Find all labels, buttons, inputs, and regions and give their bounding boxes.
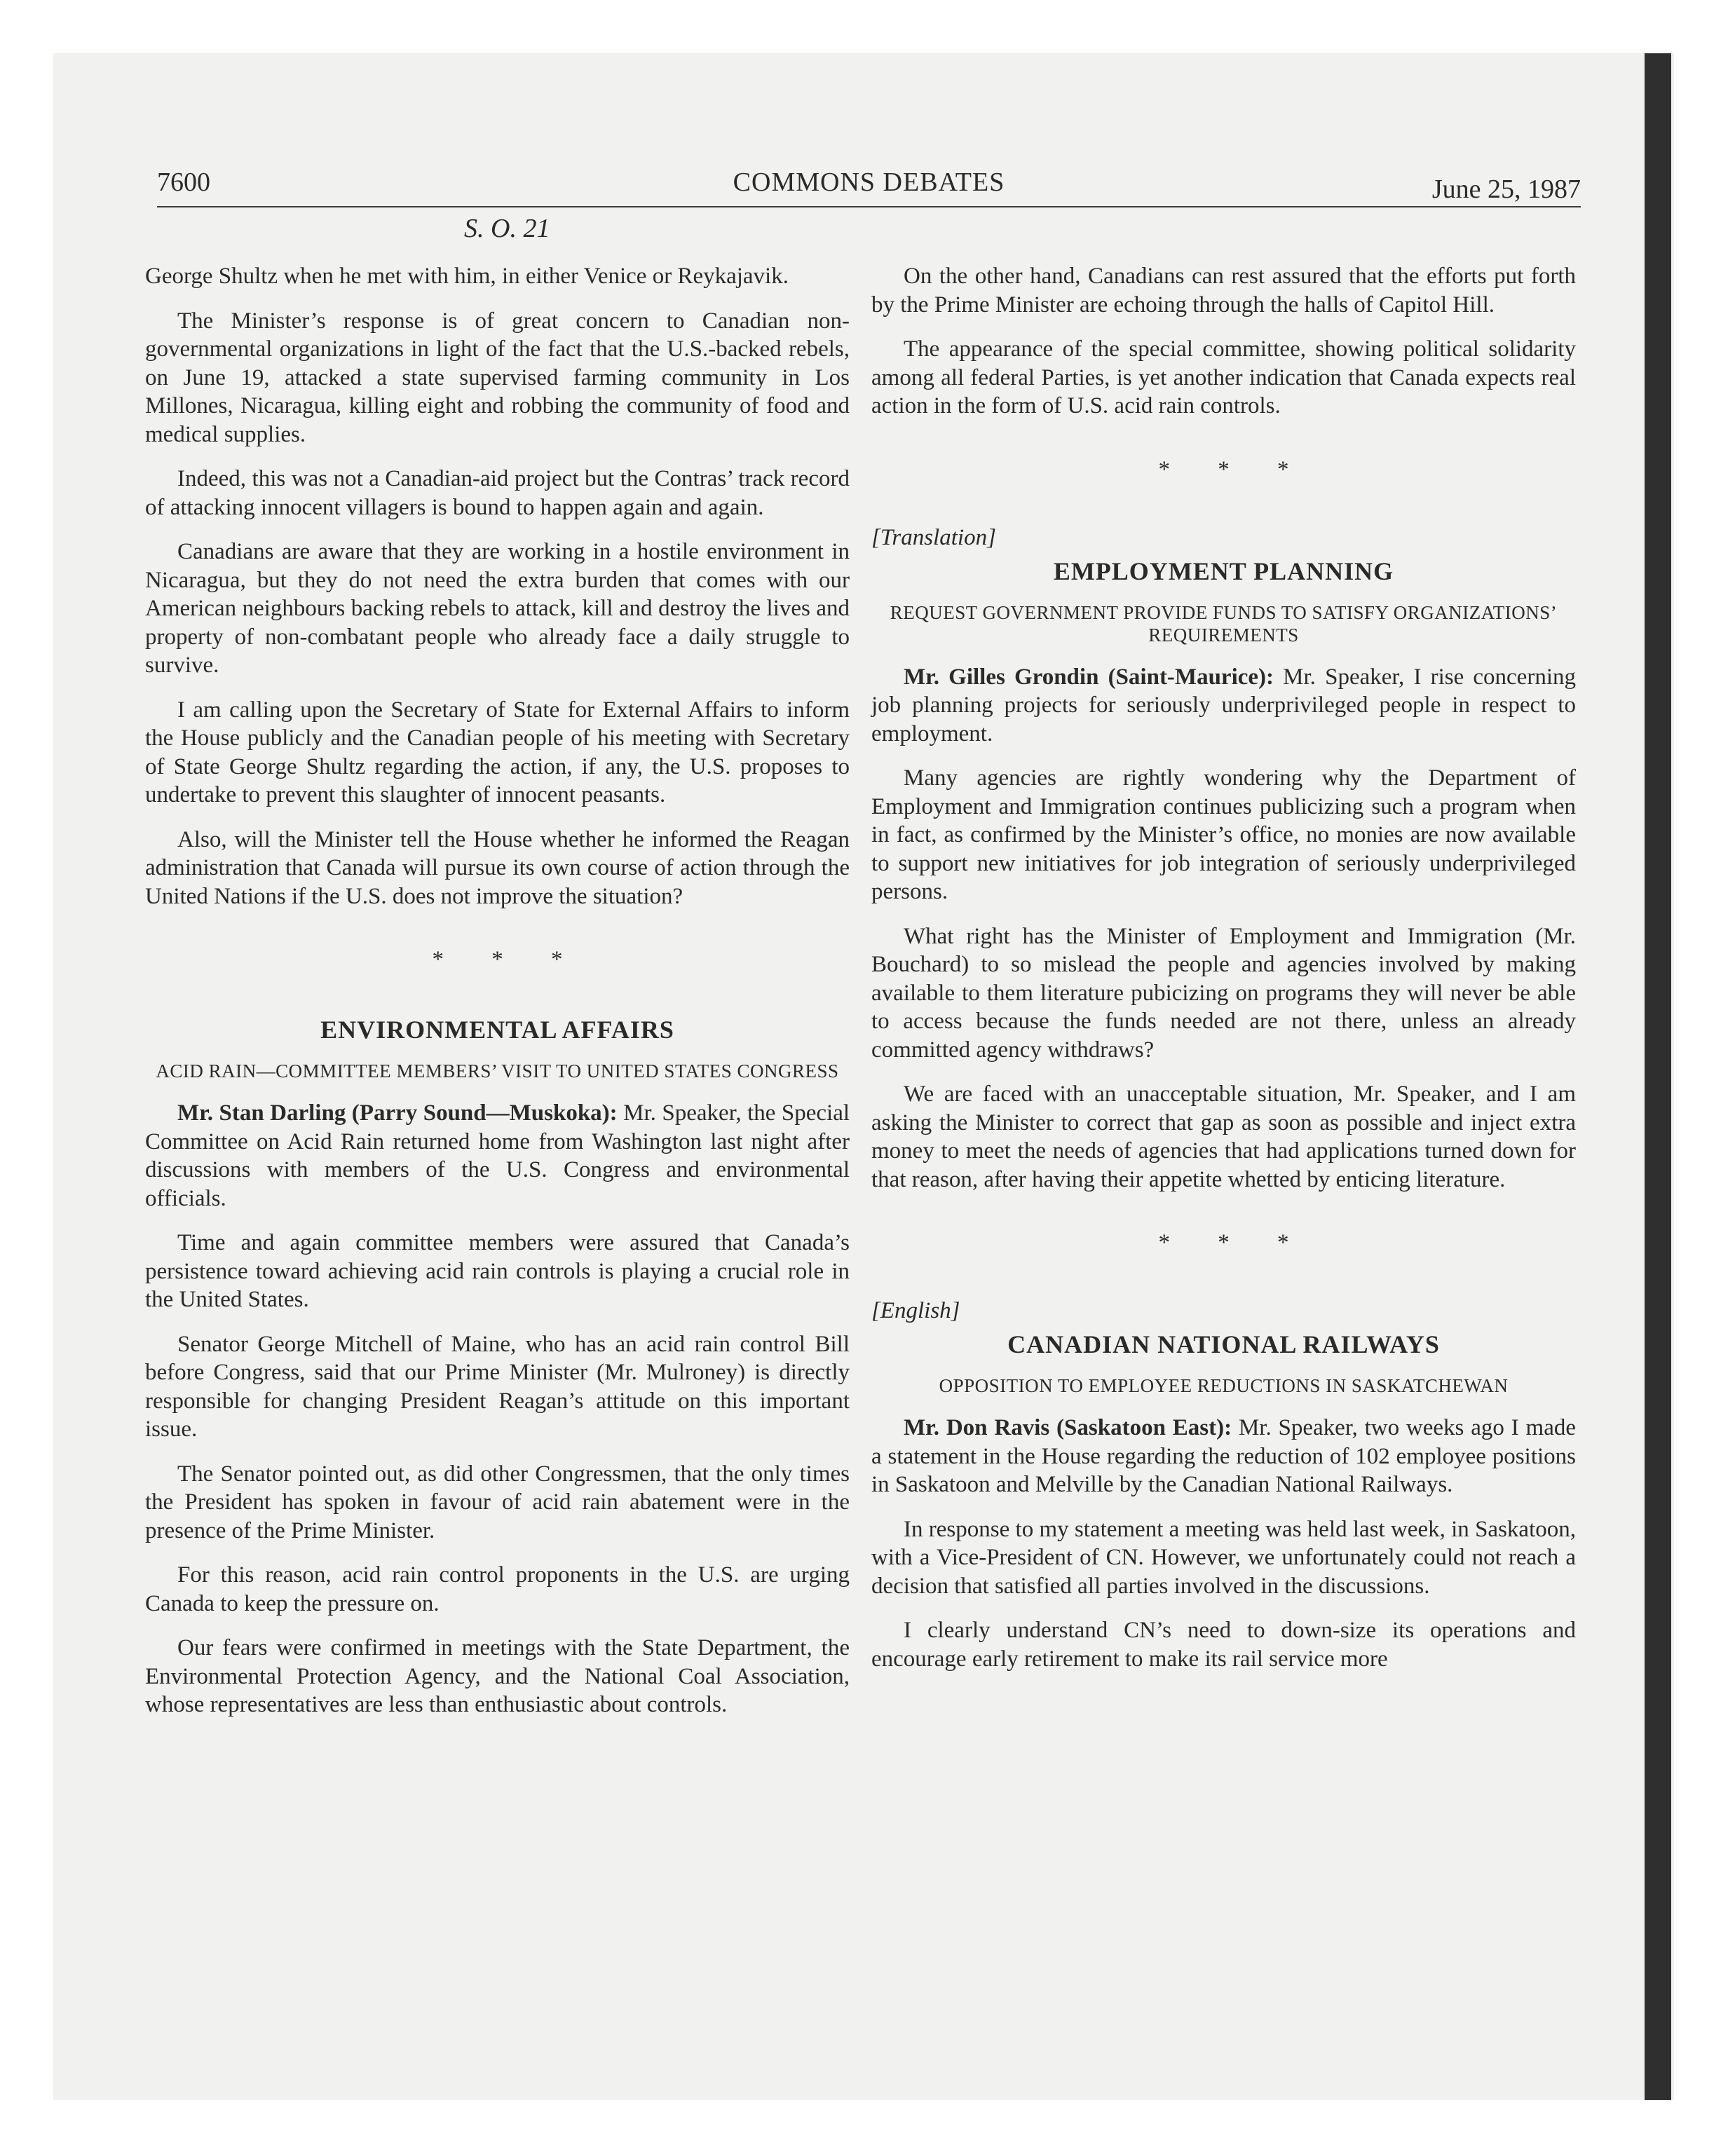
section-heading: EMPLOYMENT PLANNING [1053, 557, 1394, 585]
speech-paragraph [871, 663, 1576, 749]
section-separator: * * * [1158, 1230, 1310, 1255]
paragraph: In response to my statement a meeting was held last week, in Saskatoon, with a Vice-President of CN. However, we unfortunately could not reach a decision that satisfied all parties involved in the discussions. [871, 1516, 1576, 1599]
speaker-name: Mr. Don Ravis (Saskatoon East): [904, 1415, 1232, 1440]
paragraph: The Minister’s response is of great concern to Canadian non-governmental organizations in light of the fact that the U.S.-backed rebels, on June 19, attacked a state supervised farming community in Los Millones, Nicaragua, killing eight and robbing the community of food and medical supplies. [145, 308, 850, 447]
paragraph: Senator George Mitchell of Maine, who has an acid rain control Bill before Congress, said that our Prime Minister (Mr. Mulroney) is directly responsible for changing President Reagan’s attitude on this important issue. [145, 1331, 850, 1442]
running-header [157, 163, 1581, 207]
scan-edge-bar [1645, 53, 1671, 2100]
paragraph: Time and again committee members were assured that Canada’s persistence toward achieving acid rain controls is playing a crucial role in the United States. [145, 1230, 850, 1312]
issue-date: June 25, 1987 [1431, 175, 1581, 204]
paragraph: On the other hand, Canadians can rest assured that the efforts put forth by the Prime Minister are echoing through the halls of Capitol Hill. [871, 264, 1576, 318]
speech-paragraph [871, 1414, 1576, 1499]
paragraph: Also, will the Minister tell the House whether he informed the Reagan administration that Canada will pursue its own course of action through the United Nations if the U.S. does not improve the situation? [145, 826, 850, 909]
section-subheading: OPPOSITION TO EMPLOYEE REDUCTIONS IN SASKATCHEWAN [939, 1375, 1509, 1396]
speaker-name: Mr. Stan Darling (Parry Sound—Muskoka): [177, 1100, 618, 1126]
paragraph: We are faced with an unacceptable situation, Mr. Speaker, and I am asking the Minister to correct that gap as soon as possible and inject extra money to meet the needs of agencies that had applications turned down for that reason, after having their appetite whetted by enticing literature. [871, 1082, 1576, 1192]
speech-text: Mr. Speaker, the Special Committee on Acid Rain returned home from Washington last night after discussions with members of the U.S. Congress and environmental officials. [145, 1100, 850, 1211]
left-column [145, 262, 850, 1735]
section-subheading: REQUEST GOVERNMENT PROVIDE FUNDS TO SATISFY ORGANIZATIONS’ REQUIREMENTS [890, 601, 1558, 646]
right-column [871, 262, 1576, 1689]
paragraph: Many agencies are rightly wondering why the Department of Employment and Immigration continues publicizing such a program when in fact, as confirmed by the Minister’s office, no monies are now available to support new initiatives for job integration of seriously underprivileged persons. [871, 765, 1576, 904]
paragraph: The Senator pointed out, as did other Congressmen, that the only times the President has spoken in favour of acid rain abatement were in the presence of the Prime Minister. [145, 1461, 850, 1543]
section-heading: ENVIRONMENTAL AFFAIRS [320, 1016, 674, 1044]
section-heading: CANADIAN NATIONAL RAILWAYS [1007, 1330, 1440, 1358]
paragraph: Our fears were confirmed in meetings with the State Department, the Environmental Protection Agency, and the National Coal Association, whose representatives are less than enthusiastic about controls. [145, 1635, 850, 1717]
publication-title: COMMONS DEBATES [733, 168, 1005, 197]
section-label: S. O. 21 [464, 214, 550, 243]
language-note: [Translation] [871, 524, 996, 550]
speech-text: Mr. Speaker, I rise concerning job planning projects for seriously underprivileged people in respect to employment. [871, 664, 1576, 746]
speech-paragraph [145, 1099, 850, 1213]
paragraph: The appearance of the special committee, showing political solidarity among all federal Parties, is yet another indication that Canada expects real action in the form of U.S. acid rain controls. [871, 336, 1576, 418]
section-separator: * * * [1158, 456, 1310, 482]
speech-text: Mr. Speaker, two weeks ago I made a statement in the House regarding the reduction of 102 employee positions in Saskatoon and Melville by the Canadian National Railways. [871, 1415, 1576, 1497]
paragraph: For this reason, acid rain control proponents in the U.S. are urging Canada to keep the pressure on. [145, 1562, 850, 1616]
page-number: 7600 [157, 168, 210, 197]
section-separator: * * * [432, 947, 584, 972]
paragraph: I clearly understand CN’s need to down-size its operations and encourage early retirement to make its rail service more [871, 1618, 1576, 1672]
paragraph: Canadians are aware that they are working in a hostile environment in Nicaragua, but they do not need the extra burden that comes with our American neighbours backing rebels to attack, kill and destroy the lives and property of non-combatant people who already face a daily struggle to survive. [145, 539, 850, 678]
language-note: [English] [871, 1298, 960, 1323]
paragraph: George Shultz when he met with him, in either Venice or Reykajavik. [145, 264, 789, 289]
speaker-name: Mr. Gilles Grondin (Saint-Maurice): [904, 664, 1274, 690]
paragraph: Indeed, this was not a Canadian-aid project but the Contras’ track record of attacking innocent villagers is bound to happen again and again. [145, 466, 850, 520]
section-subheading: ACID RAIN—COMMITTEE MEMBERS’ VISIT TO UNITED STATES CONGRESS [156, 1060, 839, 1082]
paragraph: I am calling upon the Secretary of State for External Affairs to inform the House publicly and the Canadian people of his meeting with Secretary of State George Shultz regarding the action, if any, the U.S. proposes to undertake to prevent this slaughter of innocent peasants. [145, 697, 850, 807]
paragraph: What right has the Minister of Employment and Immigration (Mr. Bouchard) to so mislead the people and agencies involved by making available to them literature pubicizing on programs they will never be able to access because the funds needed are not there, unless an already committed agency withdraws? [871, 923, 1576, 1063]
